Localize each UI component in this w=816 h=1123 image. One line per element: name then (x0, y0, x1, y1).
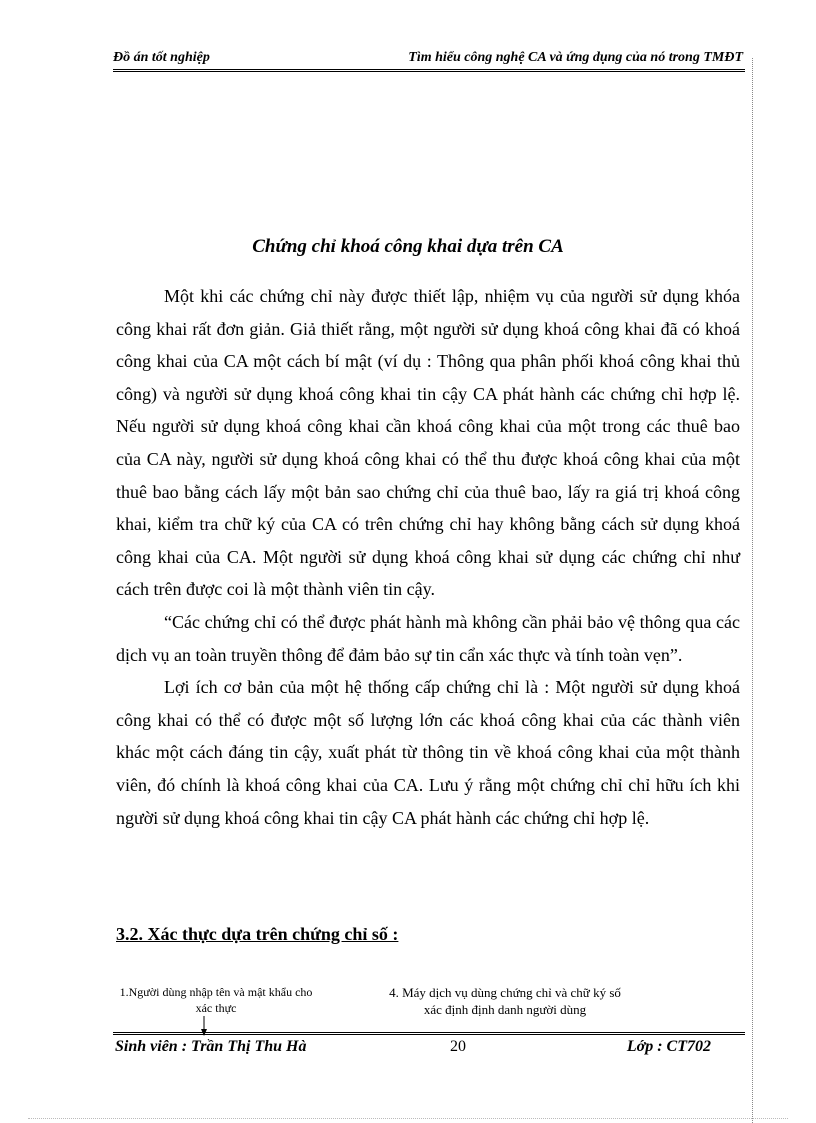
header-thesis-topic: Tìm hiểu công nghệ CA và ứng dụng của nó trong TMĐT (408, 50, 743, 65)
page-edge-right (752, 58, 754, 1123)
body-text (116, 280, 740, 834)
header-thesis-label: Đồ án tốt nghiệp (113, 50, 210, 65)
footer-divider (113, 1032, 745, 1035)
paragraph: Lợi ích cơ bản của một hệ thống cấp chứng chỉ là : Một người sử dụng khoá công khai có thể có được một số lượng lớn các khoá công khai của các thành viên khác một cách đáng tin cậy, xuất phát từ thông tin về khoá công khai của một thành viên, đó chính là khoá công khai của CA. Lưu ý rằng một chứng chỉ chỉ hữu ích khi người sử dụng khoá công khai tin cậy CA phát hành các chứng chỉ hợp lệ. (116, 677, 740, 828)
header-divider (113, 69, 745, 72)
footer-class: Lớp : CT702 (626, 1038, 711, 1055)
page-number: 20 (450, 1038, 466, 1055)
section-title: Chứng chỉ khoá công khai dựa trên CA (252, 236, 564, 257)
subheading: 3.2. Xác thực dựa trên chứng chỉ số : (116, 924, 399, 944)
page-header (113, 50, 743, 68)
diagram-step-1: 1.Người dùng nhập tên và mật khẩu cho xác thực (119, 985, 313, 1015)
paragraph: Một khi các chứng chỉ này được thiết lập, nhiệm vụ của người sử dụng khóa công khai rất đơn giản. Giả thiết rằng, một người sử dụng khoá công khai đã có khoá công khai của CA một cách bí mật (ví dụ : Thông qua phân phối khoá công khai thủ công) và người sử dụng khoá công khai tin cậy CA phát hành các chứng chỉ hợp lệ. Nếu người sử dụng khoá công khai cần khoá công khai của một trong các thuê bao của CA này, người sử dụng khoá công khai có thể thu được khoá công khai của một thuê bao bằng cách lấy một bản sao chứng chỉ của thuê bao, lấy ra giá trị khoá công khai, kiểm tra chữ ký của CA có trên chứng chỉ hay không bằng cách sử dụng khoá công khai của CA. Một người sử dụng khoá công khai sử dụng các chứng chỉ như cách trên được coi là một thành viên tin cậy. (116, 286, 740, 600)
page-edge-bottom (28, 1118, 788, 1119)
page-footer (113, 1038, 743, 1060)
paragraph: “Các chứng chỉ có thể được phát hành mà không cần phải bảo vệ thông qua các dịch vụ an toàn truyền thông để đảm bảo sự tin cẩn xác thực và tính toàn vẹn”. (116, 611, 740, 665)
footer-student: Sinh viên : Trần Thị Thu Hà (115, 1038, 307, 1055)
diagram-step-4: 4. Máy dịch vụ dùng chứng chỉ và chữ ký số xác định định danh người dùng (389, 985, 621, 1017)
